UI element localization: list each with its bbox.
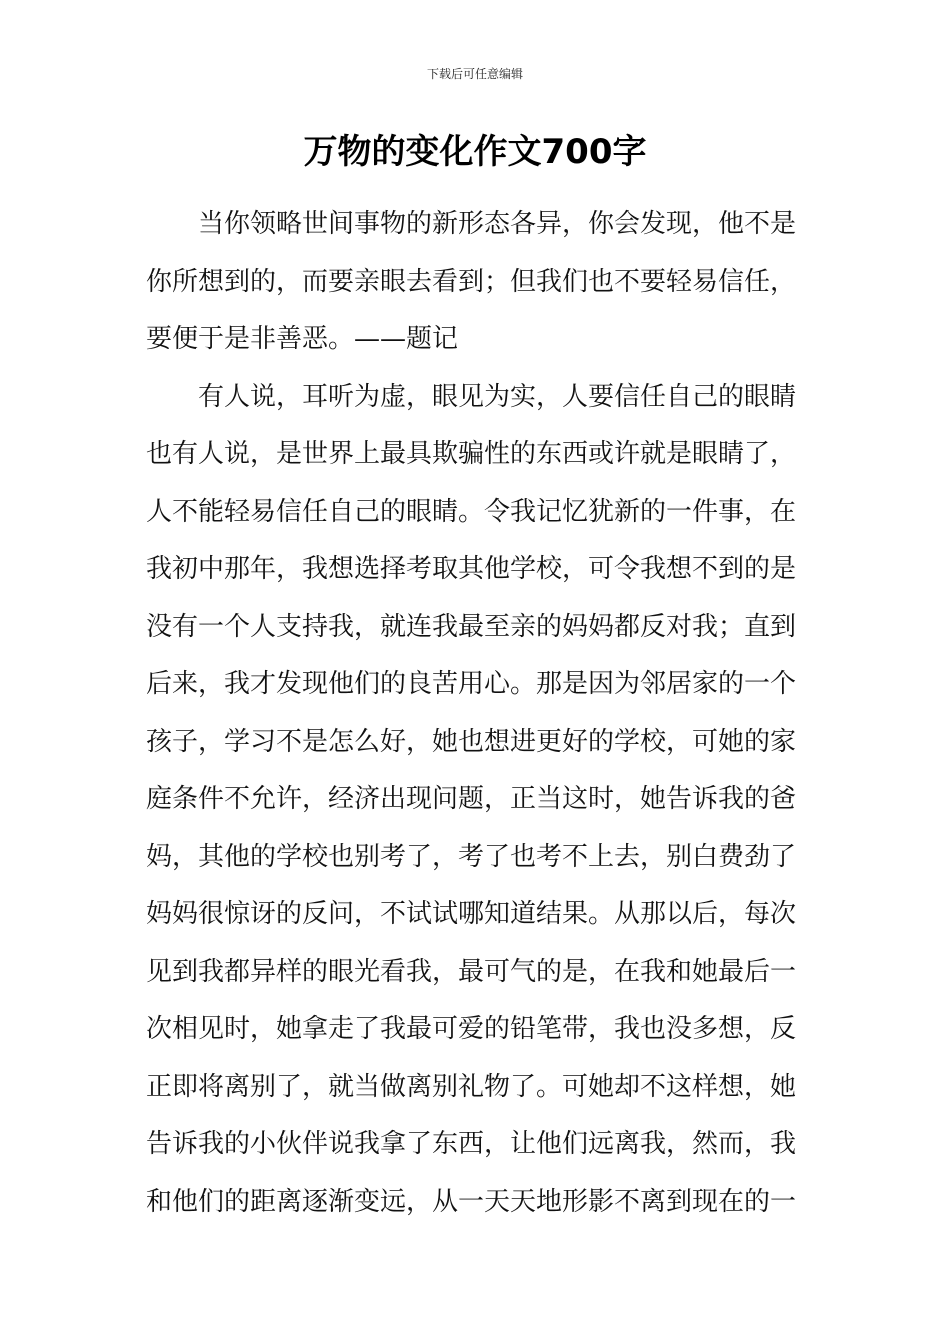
paragraph-epigraph xyxy=(146,196,806,369)
text-line: 我初中那年，我想选择考取其他学校，可令我想不到的是 xyxy=(146,554,797,584)
text-line: 后来，我才发现他们的良苦用心。那是因为邻居家的一个 xyxy=(146,669,797,699)
text-line: 当你领略世间事物的新形态各异，你会发现，他不是 xyxy=(198,209,797,239)
text-line: 见到我都异样的眼光看我，最可气的是，在我和她最后一 xyxy=(146,956,797,987)
header-note: 下载后可任意编辑 xyxy=(426,67,523,81)
text-line: 人不能轻易信任自己的眼睛。令我记忆犹新的一件事，在 xyxy=(146,496,797,527)
text-line: 要便于是非善恶。——题记 xyxy=(146,324,459,354)
text-line: 庭条件不允许，经济出现问题，正当这时，她告诉我的爸 xyxy=(146,784,797,814)
paragraph-main xyxy=(146,369,806,1232)
text-line: 妈妈很惊讶的反问，不试试哪知道结果。从那以后，每次 xyxy=(146,899,797,929)
text-line: 正即将离别了，就当做离别礼物了。可她却不这样想，她 xyxy=(146,1071,797,1102)
text-line: 你所想到的，而要亲眼去看到；但我们也不要轻易信任， xyxy=(146,266,797,297)
text-line: 也有人说，是世界上最具欺骗性的东西或许就是眼睛了， xyxy=(146,439,797,469)
document-body xyxy=(146,196,806,1231)
text-line: 妈，其他的学校也别考了，考了也考不上去，别白费劲了 xyxy=(146,841,797,872)
text-line: 告诉我的小伙伴说我拿了东西，让他们远离我，然而，我 xyxy=(146,1129,797,1159)
text-line: 有人说，耳听为虚，眼见为实，人要信任自己的眼睛 xyxy=(198,381,797,412)
document-title: 万物的变化作文700字 xyxy=(303,132,647,172)
text-line: 没有一个人支持我，就连我最至亲的妈妈都反对我；直到 xyxy=(146,611,797,642)
text-line: 孩子，学习不是怎么好，她也想进更好的学校，可她的家 xyxy=(146,726,797,757)
text-line: 和他们的距离逐渐变远，从一天天地形影不离到现在的一 xyxy=(146,1186,797,1217)
text-line: 次相见时，她拿走了我最可爱的铅笔带，我也没多想，反 xyxy=(146,1014,797,1044)
